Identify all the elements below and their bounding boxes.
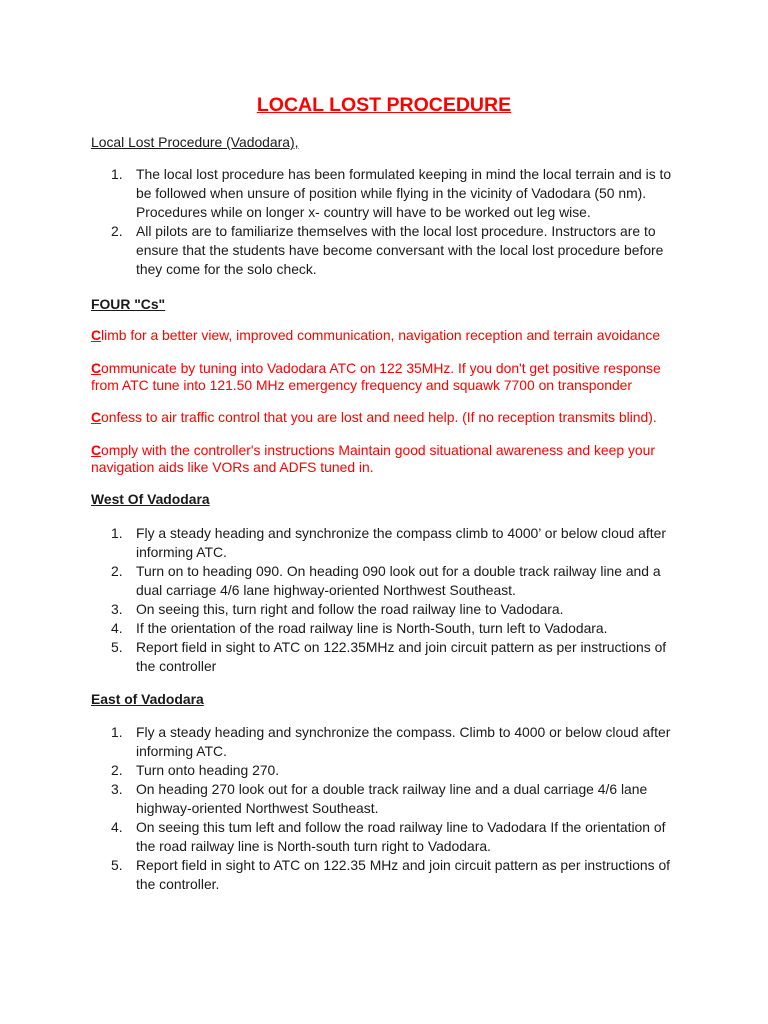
four-cs-initial: C — [91, 442, 102, 458]
four-cs-item — [91, 327, 681, 344]
four-cs-heading: FOUR "Cs" — [91, 296, 166, 312]
four-cs-initial: C — [91, 409, 102, 425]
list-item-number: 5. — [111, 857, 123, 873]
list-item-text: All pilots are to familiarize themselves with the local lost procedure. Instructors are to ensure that the students have become conversant with the local lost procedure before they come for the solo check. — [136, 223, 664, 277]
list-item-number: 4. — [111, 620, 123, 636]
list-item-number: 2. — [111, 223, 123, 239]
list-item-number: 1. — [111, 724, 123, 740]
list-item — [0, 818, 680, 856]
list-item — [0, 524, 680, 562]
intro-list — [0, 165, 680, 279]
list-item-text: On heading 270 look out for a double track railway line and a dual carriage 4/6 lane highway-oriented Northwest Southeast. — [136, 781, 648, 816]
west-heading: West Of Vadodara — [91, 491, 210, 507]
list-item-number: 1. — [111, 166, 123, 182]
list-item — [0, 619, 680, 638]
list-item — [0, 723, 680, 761]
list-item-text: Report field in sight to ATC on 122.35 MHz and join circuit pattern as per instructions of the controller. — [136, 857, 671, 892]
list-item — [0, 222, 680, 279]
four-cs-initial: C — [91, 360, 102, 376]
list-item-text: Turn onto heading 270. — [136, 762, 280, 778]
four-cs-text: ommunicate by tuning into Vadodara ATC on 122 35MHz. If you don't get positive response from ATC tune into 121.50 MHz emergency frequency and squawk 7700 on transponder — [91, 360, 661, 393]
four-cs-item — [91, 360, 681, 394]
page-title: LOCAL LOST PROCEDURE — [256, 94, 512, 116]
four-cs-item — [91, 442, 681, 476]
list-item — [0, 562, 680, 600]
four-cs-text: limb for a better view, improved communication, navigation reception and terrain avoidance — [101, 327, 661, 343]
list-item-text: Fly a steady heading and synchronize the compass. Climb to 4000 or below cloud after informing ATC. — [136, 724, 671, 759]
east-list — [0, 723, 680, 894]
list-item — [0, 638, 680, 676]
four-cs-item — [91, 409, 681, 426]
list-item — [0, 600, 680, 619]
list-item-text: Turn on to heading 090. On heading 090 look out for a double track railway line and a dual carriage 4/6 lane highway-oriented Northwest Southeast. — [136, 563, 661, 598]
list-item-number: 5. — [111, 639, 123, 655]
list-item-text: Fly a steady heading and synchronize the compass climb to 4000’ or below cloud after informing ATC. — [136, 525, 666, 560]
four-cs-text: omply with the controller's instructions Maintain good situational awareness and keep your navigation aids like VORs and ADFS tuned in. — [91, 442, 655, 475]
list-item-number: 2. — [111, 563, 123, 579]
four-cs-text: onfess to air traffic control that you are lost and need help. (If no reception transmits blind). — [101, 409, 657, 425]
list-item-text: If the orientation of the road railway line is North-South, turn left to Vadodara. — [136, 620, 608, 636]
east-heading: East of Vadodara — [91, 691, 204, 707]
list-item-number: 3. — [111, 601, 123, 617]
list-item-number: 4. — [111, 819, 123, 835]
list-item-text: On seeing this, turn right and follow the road railway line to Vadodara. — [136, 601, 564, 617]
list-item — [0, 856, 680, 894]
list-item — [0, 761, 680, 780]
four-cs-initial: C — [91, 327, 102, 343]
west-list — [0, 524, 680, 676]
list-item-text: Report field in sight to ATC on 122.35MHz and join circuit pattern as per instructions of the controller — [136, 639, 667, 674]
list-item — [0, 780, 680, 818]
document-subheading: Local Lost Procedure (Vadodara), — [91, 134, 299, 150]
list-item-text: On seeing this tum left and follow the road railway line to Vadodara If the orientation of the road railway line is North-south turn right to Vadodara. — [136, 819, 666, 854]
list-item — [0, 165, 680, 222]
list-item-text: The local lost procedure has been formulated keeping in mind the local terrain and is to be followed when unsure of position while flying in the vicinity of Vadodara (50 nm). Procedures while on longer x- country will have to be worked out leg wise. — [136, 166, 672, 220]
list-item-number: 2. — [111, 762, 123, 778]
list-item-number: 3. — [111, 781, 123, 797]
list-item-number: 1. — [111, 525, 123, 541]
